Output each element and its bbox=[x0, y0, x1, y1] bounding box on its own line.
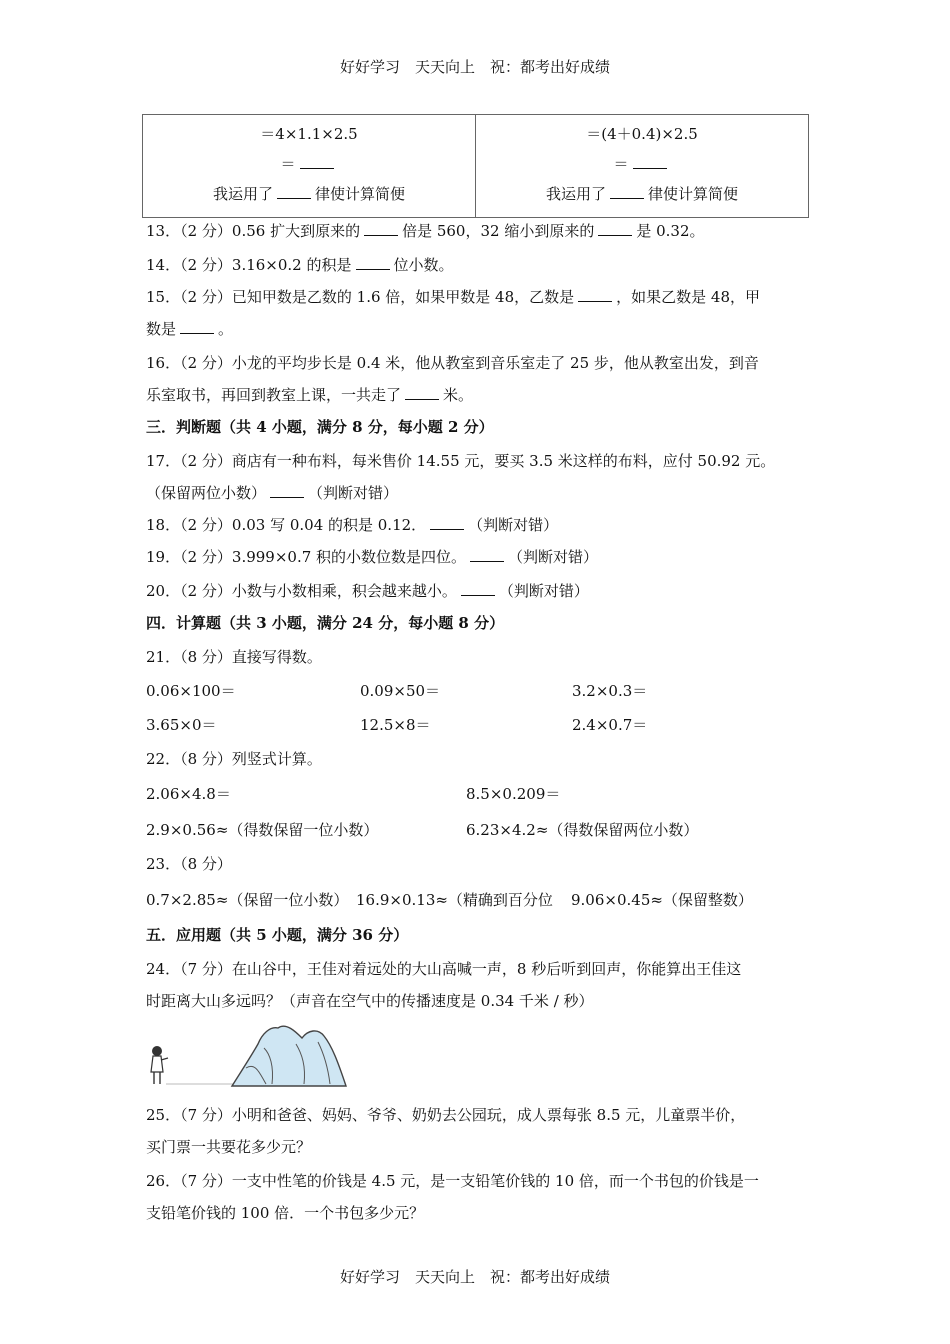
q14-text-b: 位小数。 bbox=[393, 256, 454, 274]
q17-text-c: （判断对错） bbox=[308, 484, 399, 502]
q20-text-b: （判断对错） bbox=[498, 582, 589, 600]
girl-figure bbox=[151, 1046, 168, 1084]
question-24-cont: 时距离大山多远吗？（声音在空气中的传播速度是 0.34 千米 / 秒） bbox=[146, 992, 594, 1010]
q13-text-a: 13．（2 分）0.56 扩大到原来的 bbox=[146, 222, 361, 240]
mountain-shape bbox=[232, 1026, 346, 1086]
answer-blank[interactable] bbox=[364, 221, 398, 236]
question-21-title: 21．（8 分）直接写得数。 bbox=[146, 648, 322, 666]
question-17: 17．（2 分）商店有一种布料，每米售价 14.55 元，要买 3.5 米这样的布料，应付 50.92 元。 bbox=[146, 452, 776, 470]
answer-blank[interactable] bbox=[610, 184, 644, 199]
calc-item: 2.9×0.56≈（得数保留一位小数） bbox=[146, 821, 379, 839]
q19-text-b: （判断对错） bbox=[508, 548, 599, 566]
q15-text-b: ，如果乙数是 48，甲 bbox=[616, 288, 761, 306]
calc-cell-right bbox=[476, 115, 809, 218]
answer-blank[interactable] bbox=[300, 154, 334, 169]
q18-text-a: 18．（2 分）0.03 写 0.04 的积是 0.12． bbox=[146, 516, 427, 534]
question-16: 16．（2 分）小龙的平均步长是 0.4 米，他从教室到音乐室走了 25 步，他从教室出发，到音 bbox=[146, 354, 759, 372]
right-step-2: ＝ bbox=[613, 155, 629, 173]
q19-text-a: 19．（2 分）3.999×0.7 积的小数位数是四位。 bbox=[146, 548, 467, 566]
answer-blank[interactable] bbox=[461, 581, 495, 596]
q15-text-a: 15．（2 分）已知甲数是乙数的 1.6 倍，如果甲数是 48，乙数是 bbox=[146, 288, 575, 306]
calc-cell-left bbox=[143, 115, 476, 218]
answer-blank[interactable] bbox=[633, 154, 667, 169]
question-19 bbox=[146, 546, 598, 567]
calc-item: 8.5×0.209＝ bbox=[466, 785, 561, 803]
q16-text-b: 乐室取书，再回到教室上课，一共走了 bbox=[146, 386, 402, 404]
right-law-label: 我运用了 bbox=[545, 185, 606, 203]
question-16-cont bbox=[146, 384, 473, 405]
question-25-cont: 买门票一共要花多少元？ bbox=[146, 1138, 312, 1156]
section-4-title: 四．计算题（共 3 小题，满分 24 分，每小题 8 分） bbox=[146, 614, 505, 632]
calc-item: 9.06×0.45≈（保留整数） bbox=[571, 891, 753, 909]
question-23-title: 23．（8 分） bbox=[146, 855, 232, 873]
q15-text-d: 。 bbox=[218, 320, 234, 338]
answer-blank[interactable] bbox=[598, 221, 632, 236]
question-26: 26．（7 分）一支中性笔的价钱是 4.5 元，是一支铅笔价钱的 10 倍，而一个书包的价钱是一 bbox=[146, 1172, 759, 1190]
question-15 bbox=[146, 286, 760, 307]
calc-item: 12.5×8＝ bbox=[360, 716, 431, 734]
calc-item: 2.4×0.7＝ bbox=[572, 716, 648, 734]
question-25: 25．（7 分）小明和爸爸、妈妈、爷爷、奶奶去公园玩，成人票每张 8.5 元，儿童票半价， bbox=[146, 1106, 746, 1124]
calc-item: 2.06×4.8＝ bbox=[146, 785, 231, 803]
q13-text-c: 是 0.32。 bbox=[636, 222, 705, 240]
q16-text-c: 米。 bbox=[443, 386, 474, 404]
right-law-suffix: 律使计算简便 bbox=[648, 185, 739, 203]
section-5-title: 五．应用题（共 5 小题，满分 36 分） bbox=[146, 926, 409, 944]
right-step-1: ＝(4＋0.4)×2.5 bbox=[586, 125, 698, 143]
answer-blank[interactable] bbox=[430, 515, 464, 530]
section-3-title: 三．判断题（共 4 小题，满分 8 分，每小题 2 分） bbox=[146, 418, 494, 436]
q14-text-a: 14．（2 分）3.16×0.2 的积是 bbox=[146, 256, 352, 274]
question-20 bbox=[146, 580, 589, 601]
page-header: 好好学习 天天向上 祝：都考出好成绩 bbox=[339, 58, 610, 76]
page-footer: 好好学习 天天向上 祝：都考出好成绩 bbox=[339, 1268, 610, 1286]
q18-text-b: （判断对错） bbox=[468, 516, 559, 534]
calc-table bbox=[142, 114, 809, 218]
calc-item: 16.9×0.13≈（精确到百分位 bbox=[356, 891, 553, 909]
calc-item: 0.7×2.85≈（保留一位小数） bbox=[146, 891, 349, 909]
question-13 bbox=[146, 220, 705, 241]
question-14 bbox=[146, 254, 454, 275]
answer-blank[interactable] bbox=[405, 385, 439, 400]
q15-text-c: 数是 bbox=[146, 320, 177, 338]
question-17-cont bbox=[146, 482, 398, 503]
left-law-suffix: 律使计算简便 bbox=[315, 185, 406, 203]
q17-text-b: （保留两位小数） bbox=[146, 484, 267, 502]
girl-and-mountain-illustration bbox=[146, 1018, 356, 1090]
q20-text-a: 20．（2 分）小数与小数相乘，积会越来越小。 bbox=[146, 582, 457, 600]
answer-blank[interactable] bbox=[270, 483, 304, 498]
question-15-cont bbox=[146, 318, 233, 339]
calc-item: 3.65×0＝ bbox=[146, 716, 217, 734]
left-step-1: ＝4×1.1×2.5 bbox=[260, 125, 358, 143]
answer-blank[interactable] bbox=[356, 255, 390, 270]
calc-item: 0.06×100＝ bbox=[146, 682, 236, 700]
question-18 bbox=[146, 514, 558, 535]
question-24: 24．（7 分）在山谷中，王佳对着远处的大山高喊一声，8 秒后听到回声，你能算出王佳这 bbox=[146, 960, 742, 978]
answer-blank[interactable] bbox=[578, 287, 612, 302]
calc-item: 0.09×50＝ bbox=[360, 682, 441, 700]
answer-blank[interactable] bbox=[180, 319, 214, 334]
q13-text-b: 倍是 560，32 缩小到原来的 bbox=[402, 222, 595, 240]
left-law-label: 我运用了 bbox=[212, 185, 273, 203]
answer-blank[interactable] bbox=[277, 184, 311, 199]
answer-blank[interactable] bbox=[470, 547, 504, 562]
left-step-2: ＝ bbox=[280, 155, 296, 173]
question-22-title: 22．（8 分）列竖式计算。 bbox=[146, 750, 322, 768]
question-26-cont: 支铅笔价钱的 100 倍．一个书包多少元？ bbox=[146, 1204, 425, 1222]
calc-item: 6.23×4.2≈（得数保留两位小数） bbox=[466, 821, 699, 839]
calc-item: 3.2×0.3＝ bbox=[572, 682, 648, 700]
